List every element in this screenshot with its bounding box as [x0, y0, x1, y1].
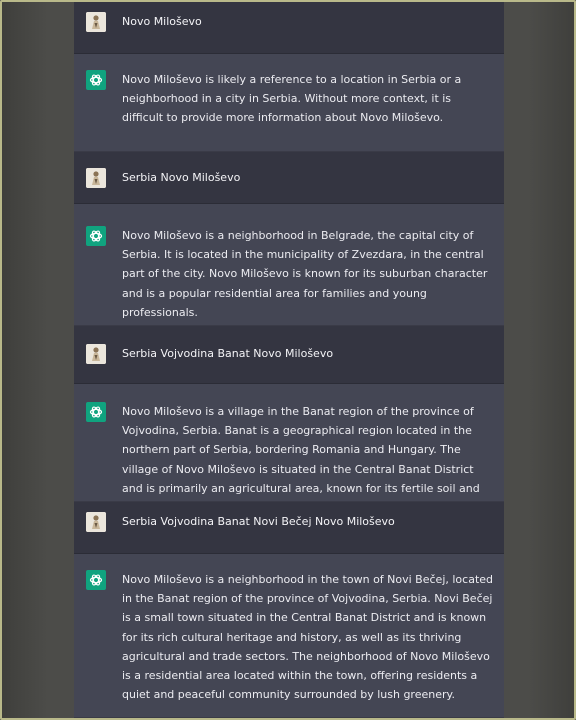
- assistant-message: [74, 384, 504, 502]
- message-text: Novo Miloševo: [122, 15, 202, 28]
- openai-logo-icon: [86, 570, 106, 590]
- user-message: [74, 502, 504, 554]
- message-text: Novo Miloševo is a neighborhood in the town of Novi Bečej, located in the Banat region of the province of Vojvodina, Serbia. Novi Bečej is a small town situated in the Central Banat District and is known for its rich cultural heritage and history, as well as its thriving agricultural and trade sectors. The neighborhood of Novo Miloševo is a residential area located within the town, offering residents a quiet and peaceful community surrounded by lush greenery.: [122, 573, 494, 702]
- message-text: Serbia Novo Miloševo: [122, 171, 241, 184]
- message-text: Novo Miloševo is likely a reference to a location in Serbia or a neighborhood in a city in Serbia. Without more context, it is difficult to provide more information about Novo Miloševo.: [122, 73, 462, 125]
- user-message: [74, 152, 504, 204]
- user-avatar-icon: [86, 344, 106, 364]
- openai-logo-icon: [86, 226, 106, 246]
- openai-logo-icon: [86, 402, 106, 422]
- message-text: Novo Miloševo is a village in the Banat region of the province of Vojvodina, Serbia. Banat is a geographical region located in the northern part of Serbia, bordering Romania and Hungary. The village of Novo Miloševo is situated in the Central Banat District and is primarily an agricultural area, known for its fertile soil and: [122, 405, 480, 495]
- user-avatar-icon: [86, 512, 106, 532]
- message-text: Serbia Vojvodina Banat Novo Miloševo: [122, 347, 334, 360]
- openai-logo-icon: [86, 70, 106, 90]
- message-text: Serbia Vojvodina Banat Novi Bečej Novo Miloševo: [122, 515, 395, 528]
- assistant-message: [74, 554, 504, 718]
- chat-thread: [74, 2, 504, 718]
- message-text: Novo Miloševo is a neighborhood in Belgrade, the capital city of Serbia. It is located in the municipality of Zvezdara, in the central part of the city. Novo Miloševo is known for its suburban character and is a popular residential area for families and young professionals.: [122, 229, 488, 319]
- user-avatar-icon: [86, 168, 106, 188]
- user-message: [74, 326, 504, 384]
- assistant-message: [74, 204, 504, 326]
- assistant-message: [74, 54, 504, 152]
- user-avatar-icon: [86, 12, 106, 32]
- user-message: [74, 2, 504, 54]
